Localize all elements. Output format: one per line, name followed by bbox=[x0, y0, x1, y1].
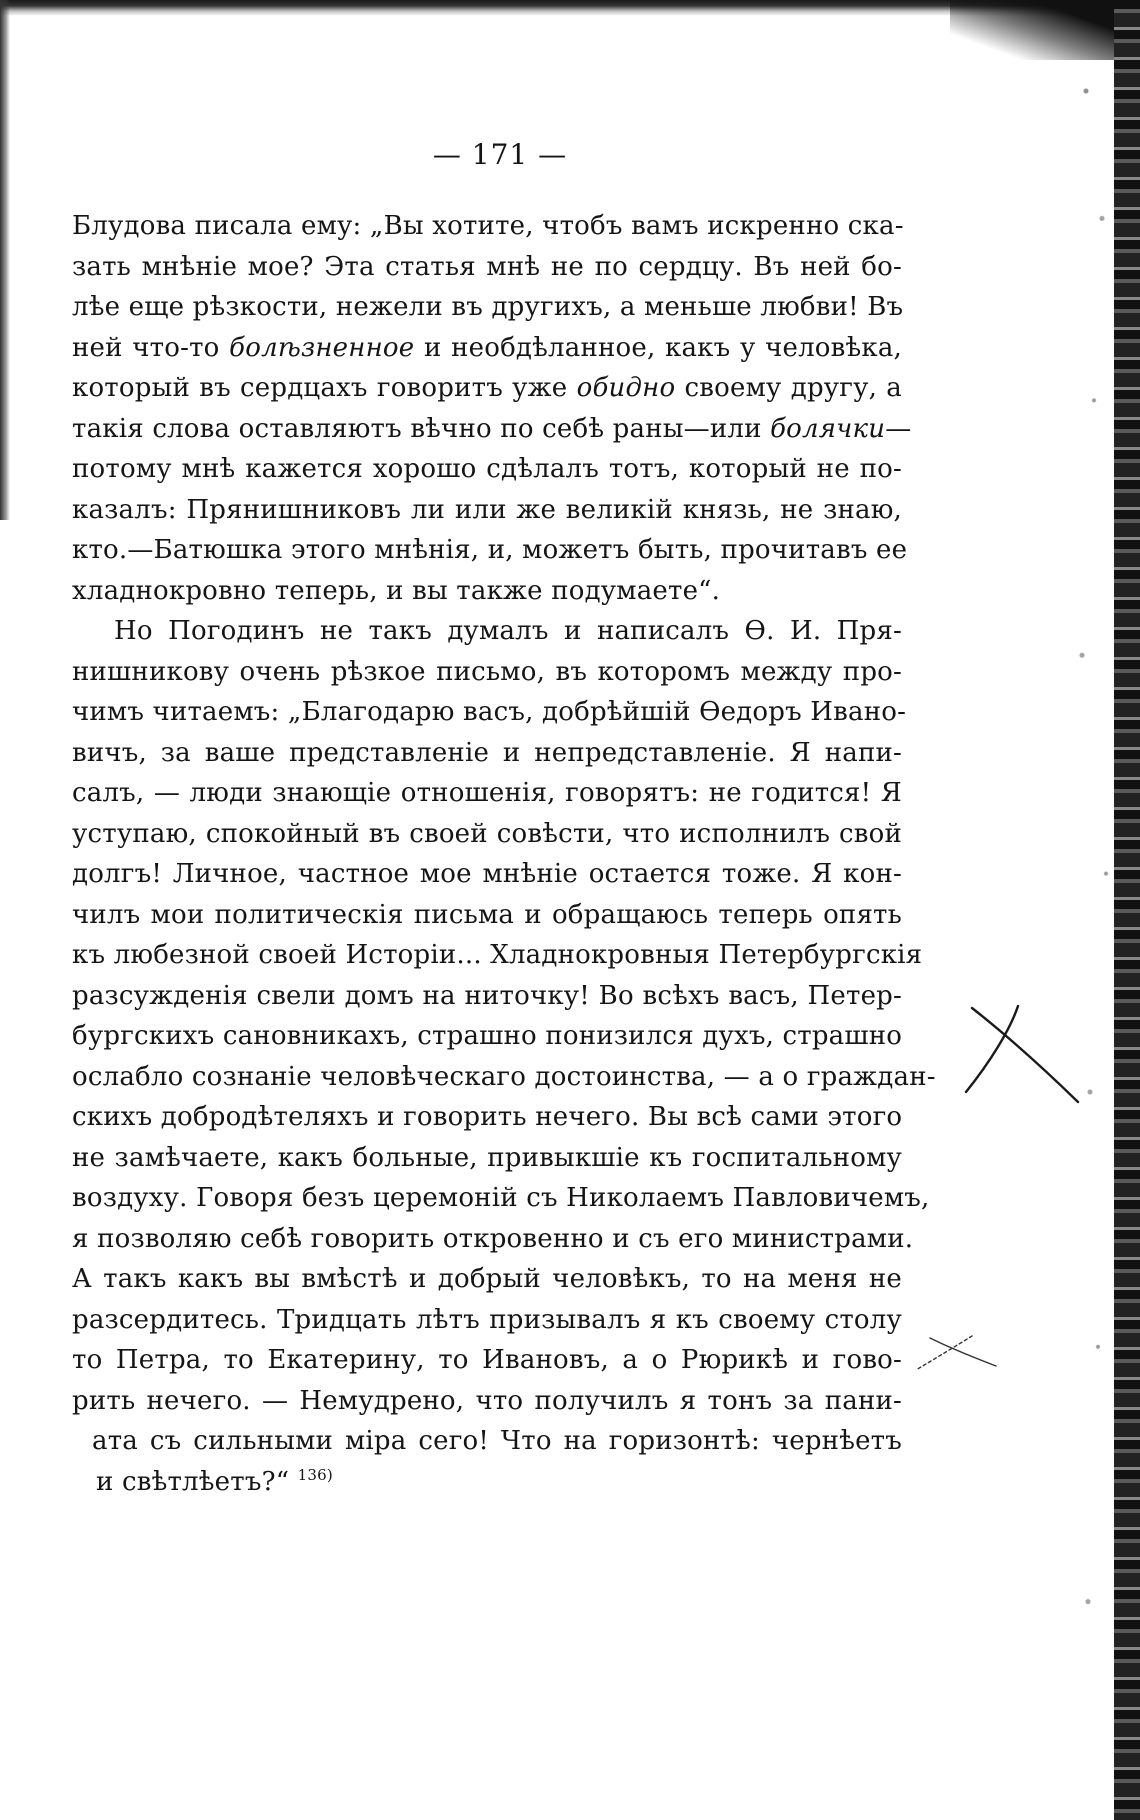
italic-word: болячки bbox=[770, 413, 886, 444]
text-line: воздуху. Говоря безъ церемоній съ Николаемъ Павловичемъ, bbox=[72, 1183, 930, 1213]
text-line: лѣе еще рѣзкости, нежели въ другихъ, а меньше любви! Въ bbox=[72, 292, 904, 322]
text-line: такія слова оставляютъ вѣчно по себѣ раны—или болячки— bbox=[72, 413, 912, 444]
text-line: къ любезной своей Исторіи... Хладнокровныя Петербургскія bbox=[72, 940, 923, 970]
text-line: рить нечего. — Немудрено, что получилъ я тонъ за пани- bbox=[72, 1385, 902, 1416]
text-line: разсердитесь. Тридцать лѣтъ призывалъ я къ своему столу bbox=[72, 1304, 902, 1335]
text-line: чимъ читаемъ: „Благодарю васъ, добрѣйшій Ѳедоръ Ивано- bbox=[72, 697, 907, 727]
scan-edge-left bbox=[0, 0, 10, 520]
text-line: кто.—Батюшка этого мнѣнія, и, можетъ быть, прочитавъ ее bbox=[72, 535, 908, 565]
text-line: ослабло сознаніе человѣческаго достоинства, — а о граждан- bbox=[72, 1061, 936, 1092]
scan-edge-noise bbox=[1074, 0, 1114, 1820]
text-line: Но Погодинъ не такъ думалъ и написалъ Ѳ. И. Пря- bbox=[114, 616, 902, 646]
text-line: уступаю, спокойный въ своей совѣсти, что исполнилъ свой bbox=[72, 818, 902, 849]
page-number: — 171 — bbox=[432, 138, 568, 171]
text-line: я позволяю себѣ говорить откровенно и съ его министрами. bbox=[72, 1223, 914, 1254]
text-line: бургскихъ сановникахъ, страшно понизился духъ, страшно bbox=[72, 1021, 903, 1051]
text-line: и свѣтлѣетъ?“ $^{136)}$ bbox=[96, 1465, 333, 1497]
body-text bbox=[72, 206, 936, 1502]
text-line: чилъ мои политическія письма и обращаюсь теперь опять bbox=[72, 899, 902, 930]
text-line: салъ, — люди знающіе отношенія, говорятъ: не годится! Я bbox=[72, 778, 902, 808]
italic-word: обидно bbox=[576, 373, 676, 403]
text-line: нишникову очень рѣзкое письмо, въ которомъ между про- bbox=[72, 656, 902, 687]
italic-word: болѣзненное bbox=[229, 332, 415, 363]
text-line: зать мнѣніе мое? Эта статья мнѣ не по сердцу. Въ ней бо- bbox=[72, 251, 902, 282]
text-line: потому мнѣ кажется хорошо сдѣлалъ тотъ, который не по- bbox=[72, 454, 902, 484]
text-line: ата съ сильными міра сего! Что на горизонтѣ: чернѣетъ bbox=[92, 1426, 902, 1456]
text-line: хладнокровно теперь, и вы также подумаете“. bbox=[72, 575, 721, 606]
scan-edge-right bbox=[1114, 0, 1140, 1820]
text-line: вичъ, за ваше представленіе и непредставленіе. Я напи- bbox=[72, 737, 902, 768]
text-line: долгъ! Личное, частное мое мнѣніе остается тоже. Я кон- bbox=[72, 859, 902, 889]
text-line: не замѣчаете, какъ больные, привыкшіе къ госпитальному bbox=[72, 1142, 902, 1173]
pencil-cross-mark-small bbox=[912, 1330, 1002, 1374]
footnote-reference: 136) bbox=[297, 1465, 333, 1484]
text-line: который въ сердцахъ говоритъ уже обидно своему другу, а bbox=[72, 373, 902, 403]
text-line: разсужденія свели домъ на ниточку! Во всѣхъ васъ, Петер- bbox=[72, 980, 902, 1011]
text-line: казалъ: Прянишниковъ ли или же великій князь, не знаю, bbox=[72, 494, 902, 525]
text-line: ней что-то болѣзненное и необдѣланное, какъ у человѣка, bbox=[72, 332, 902, 363]
pencil-cross-mark-large bbox=[960, 1000, 1090, 1110]
text-line: скихъ добродѣтеляхъ и говорить нечего. Вы всѣ сами этого bbox=[72, 1102, 903, 1132]
text-line: то Петра, то Екатерину, то Ивановъ, а о Рюрикѣ и гово- bbox=[72, 1345, 902, 1375]
text-line: Блудова писала ему: „Вы хотите, чтобъ вамъ искренно ска- bbox=[72, 211, 904, 241]
text-line: А такъ какъ вы вмѣстѣ и добрый человѣкъ, то на меня не bbox=[72, 1264, 902, 1294]
